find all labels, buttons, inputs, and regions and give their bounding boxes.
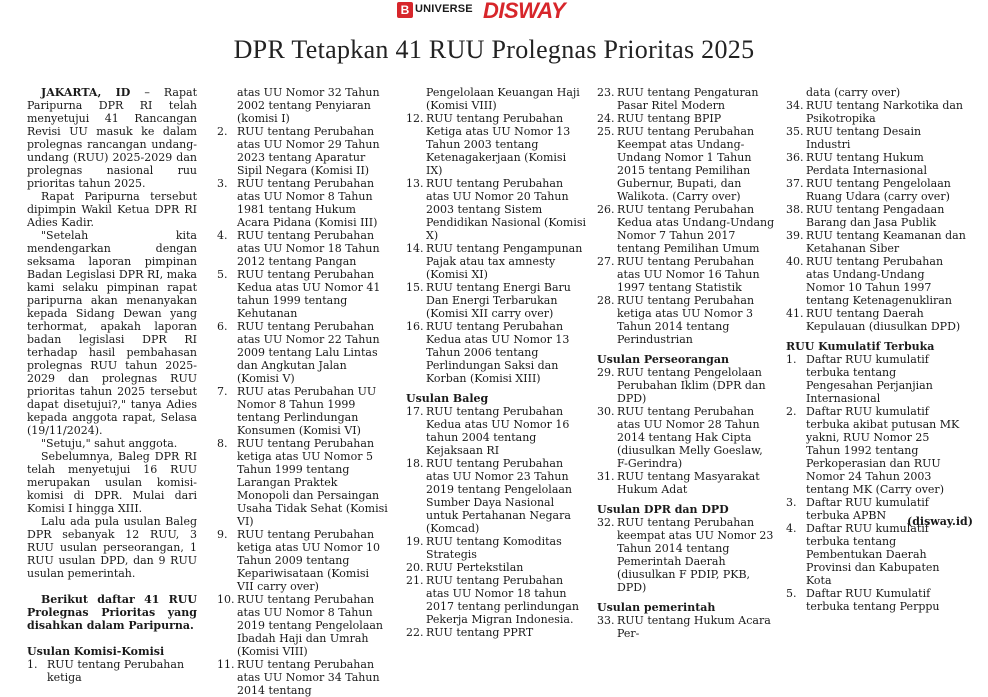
source-credit: (disway.id) bbox=[907, 515, 973, 528]
list-item bbox=[786, 177, 966, 203]
list-number: 25. bbox=[597, 125, 615, 138]
list-number: 31. bbox=[597, 470, 615, 483]
list-text: RUU tentang Perubahan ketiga atas UU Nomor 3 Tahun 2014 tentang Perindustrian bbox=[617, 294, 755, 346]
section-heading: Usulan DPR dan DPD bbox=[597, 503, 729, 516]
list-item bbox=[217, 385, 389, 437]
list-item bbox=[786, 587, 966, 613]
list-number: 8. bbox=[217, 437, 228, 450]
list-item bbox=[597, 112, 775, 125]
list-text: RUU tentang Perubahan atas UU Nomor 8 Tahun 1981 tentang Hukum Acara Pidana (Komisi III) bbox=[237, 177, 378, 229]
list-text: RUU tentang Keamanan dan Ketahanan Siber bbox=[806, 229, 966, 255]
list-item bbox=[597, 294, 775, 346]
list-text: RUU tentang Perubahan atas UU Nomor 16 Tahun 1997 tentang Statistik bbox=[617, 255, 760, 294]
list-item bbox=[406, 561, 586, 574]
list-number: 15. bbox=[406, 281, 424, 294]
section-heading: Usulan Komisi-Komisi bbox=[27, 645, 165, 658]
list-text: RUU tentang Perubahan atas UU Nomor 23 Tahun 2019 tentang Pengelolaan Sumber Daya Nasional untuk Pertahanan Negara (Komcad) bbox=[426, 457, 573, 535]
list-text: RUU tentang Perubahan atas UU Nomor 8 Tahun 2019 tentang Pengelolaan Ibadah Haji dan Umrah (Komisi VIII) bbox=[237, 593, 384, 658]
list-text: RUU tentang Narkotika dan Psikotropika bbox=[806, 99, 964, 125]
article-title: DPR Tetapkan 41 RUU Prolegnas Prioritas 2025 bbox=[233, 35, 755, 64]
list-number: 14. bbox=[406, 242, 424, 255]
list-number: 29. bbox=[597, 366, 615, 379]
list-text: RUU tentang Hukum Perdata Internasional bbox=[806, 151, 927, 177]
list-item bbox=[786, 99, 966, 125]
list-text: Daftar RUU kumulatif terbuka tentang Pengesahan Perjanjian Internasional bbox=[806, 353, 933, 405]
paragraph: Lalu ada pula usulan Baleg DPR sebanyak 12 RUU, 3 RUU usulan perseorangan, 1 RUU usulan DPD, dan 9 RUU usulan pemerintah. bbox=[27, 515, 197, 580]
list-text: Daftar RUU kumulatif terbuka akibat putusan MK yakni, RUU Nomor 25 Tahun 1992 tentang Perkoperasian dan RUU Nomor 24 Tahun 2003 tentang MK (Carry over) bbox=[806, 405, 960, 496]
list-item bbox=[597, 86, 775, 112]
list-item bbox=[786, 405, 966, 496]
section-heading: Usulan Baleg bbox=[406, 392, 489, 405]
list-item bbox=[597, 516, 775, 594]
list-item bbox=[217, 125, 389, 177]
list-item bbox=[217, 528, 389, 593]
list-item bbox=[406, 242, 586, 281]
list-number: 22. bbox=[406, 626, 424, 639]
list-number: 27. bbox=[597, 255, 615, 268]
list-item bbox=[597, 405, 775, 470]
list-number: 4. bbox=[217, 229, 228, 242]
list-item-continuation: atas UU Nomor 32 Tahun 2002 tentang Penyiaran (komisi I) bbox=[237, 86, 380, 125]
list-item bbox=[786, 125, 966, 151]
list-number: 26. bbox=[597, 203, 615, 216]
list-text: RUU tentang Energi Baru Dan Energi Terbarukan (Komisi XII carry over) bbox=[426, 281, 571, 320]
list-number: 7. bbox=[217, 385, 228, 398]
list-text: RUU tentang Perubahan Kedua atas Undang-Undang Nomor 7 Tahun 2017 tentang Pemilihan Umum bbox=[617, 203, 775, 255]
list-text: RUU tentang Perubahan Kedua atas UU Nomor 16 tahun 2004 tentang Kejaksaan RI bbox=[426, 405, 570, 457]
list-item bbox=[406, 626, 586, 639]
list-text: RUU tentang Pengampunan Pajak atau tax amnesty (Komisi XI) bbox=[426, 242, 583, 281]
list-intro: Berikut daftar 41 RUU Prolegnas Prioritas yang disahkan dalam Paripurna. bbox=[27, 593, 197, 632]
paragraph-lead: JAKARTA, ID – Rapat Paripurna DPR RI telah menyetujui 41 Rancangan Revisi UU masuk ke dalam prolegnas rancangan undang-undang (RUU) 2025-2029 dan prolegnas nasional ruu prioritas tahun 2025. bbox=[27, 86, 197, 190]
list-item bbox=[217, 593, 389, 658]
column-2 bbox=[217, 86, 389, 697]
list-item-continuation: Pengelolaan Keuangan Haji (Komisi VIII) bbox=[426, 86, 580, 112]
dateline: JAKARTA, ID bbox=[41, 86, 131, 99]
column-1 bbox=[27, 86, 197, 684]
list-item bbox=[786, 522, 966, 587]
list-text: RUU tentang BPIP bbox=[617, 112, 722, 125]
list-text: RUU tentang Daerah Kepulauan (diusulkan DPD) bbox=[806, 307, 961, 333]
b-universe-logo-text: UNIVERSE bbox=[415, 3, 473, 15]
list-number: 35. bbox=[786, 125, 804, 138]
list-item bbox=[786, 353, 966, 405]
list-number: 11. bbox=[217, 658, 235, 671]
list-number: 41. bbox=[786, 307, 804, 320]
list-text: RUU tentang Pengadaan Barang dan Jasa Publik bbox=[806, 203, 945, 229]
list-number: 1. bbox=[786, 353, 797, 366]
list-number: 30. bbox=[597, 405, 615, 418]
list-number: 34. bbox=[786, 99, 804, 112]
list-text: RUU tentang Perubahan ketiga atas UU Nomor 10 Tahun 2009 tentang Kepariwisataan (Komisi VII carry over) bbox=[237, 528, 380, 593]
list-number: 3. bbox=[217, 177, 228, 190]
list-item bbox=[786, 255, 966, 307]
list-number: 6. bbox=[217, 320, 228, 333]
paragraph: "Setuju," sahut anggota. bbox=[41, 437, 178, 450]
list-text: RUU tentang Perubahan Ketiga atas UU Nomor 13 Tahun 2003 tentang Ketenagakerjaan (Komisi IX) bbox=[426, 112, 571, 177]
list-text: RUU tentang Perubahan atas UU Nomor 18 Tahun 2012 tentang Pangan bbox=[237, 229, 380, 268]
list-number: 9. bbox=[217, 528, 228, 541]
list-text: RUU tentang Pengelolaan Perubahan Iklim (DPR dan DPD) bbox=[617, 366, 766, 405]
list-number: 38. bbox=[786, 203, 804, 216]
list-text: RUU tentang Desain Industri bbox=[806, 125, 922, 151]
list-number: 16. bbox=[406, 320, 424, 333]
list-number: 39. bbox=[786, 229, 804, 242]
list-item bbox=[217, 320, 389, 385]
list-number: 5. bbox=[786, 587, 797, 600]
list-number: 2. bbox=[217, 125, 228, 138]
list-number: 32. bbox=[597, 516, 615, 529]
list-item bbox=[406, 457, 586, 535]
list-text: RUU tentang Perubahan atas UU Nomor 34 Tahun 2014 tentang bbox=[237, 658, 380, 697]
brand-bar bbox=[0, 0, 988, 22]
list-item bbox=[597, 366, 775, 405]
list-item: 1. RUU tentang Perubahan ketiga bbox=[27, 658, 185, 684]
list-number: 24. bbox=[597, 112, 615, 125]
column-4 bbox=[597, 86, 775, 640]
list-item-continuation: data (carry over) bbox=[806, 86, 901, 99]
list-text: Daftar RUU Kumulatif terbuka tentang Perppu bbox=[806, 587, 940, 613]
list-text: RUU atas Perubahan UU Nomor 8 Tahun 1999 tentang Perlindungan Konsumen (Komisi VI) bbox=[237, 385, 377, 437]
paragraph: Rapat Paripurna tersebut dipimpin Wakil Ketua DPR RI Adies Kadir. bbox=[27, 190, 197, 229]
list-text: RUU tentang Hukum Acara Per- bbox=[617, 614, 771, 640]
list-item bbox=[406, 574, 586, 626]
list-item bbox=[406, 405, 586, 457]
list-text: RUU tentang Perubahan atas Undang-Undang Nomor 10 Tahun 1997 tentang Ketenagenukliran bbox=[806, 255, 952, 307]
list-number: 23. bbox=[597, 86, 615, 99]
list-text: RUU tentang Pengaturan Pasar Ritel Modern bbox=[617, 86, 759, 112]
paragraph: Sebelumnya, Baleg DPR RI telah menyetujui 16 RUU merupakan usulan komisi-komisi di DPR. Mulai dari Komisi I hingga XIII. bbox=[27, 450, 197, 515]
list-text: RUU tentang Perubahan Kedua atas UU Nomor 41 tahun 1999 tentang Kehutanan bbox=[237, 268, 381, 320]
list-item bbox=[597, 470, 775, 496]
list-text: RUU tentang Perubahan atas UU Nomor 28 Tahun 2014 tentang Hak Cipta (diusulkan Melly Goeslaw, F-Gerindra) bbox=[617, 405, 763, 470]
list-number: 3. bbox=[786, 496, 797, 509]
list-item bbox=[217, 437, 389, 528]
list-text: RUU tentang Perubahan atas UU Nomor 29 Tahun 2023 tentang Aparatur Sipil Negara (Komisi II) bbox=[237, 125, 380, 177]
list-text: RUU Pertekstilan bbox=[426, 561, 524, 574]
list-number: 17. bbox=[406, 405, 424, 418]
list-item bbox=[406, 281, 586, 320]
list-text: Daftar RUU kumulatif terbuka tentang Pembentukan Daerah Provinsi dan Kabupaten Kota bbox=[806, 522, 940, 587]
list-text: RUU tentang Perubahan atas UU Nomor 20 Tahun 2003 tentang Sistem Pendidikan Nasional (Komisi X) bbox=[426, 177, 586, 242]
list-number: 33. bbox=[597, 614, 615, 627]
list-item bbox=[406, 112, 586, 177]
list-item bbox=[217, 229, 389, 268]
list-number: 2. bbox=[786, 405, 797, 418]
list-text: RUU tentang Perubahan atas UU Nomor 22 Tahun 2009 tentang Lalu Lintas dan Angkutan Jalan (Komisi V) bbox=[237, 320, 380, 385]
list-item bbox=[597, 614, 775, 640]
list-number: 37. bbox=[786, 177, 804, 190]
b-universe-logo-mark: B bbox=[397, 2, 413, 18]
disway-logo: DISWAY bbox=[483, 0, 566, 23]
list-text: RUU tentang Komoditas Strategis bbox=[426, 535, 562, 561]
column-5 bbox=[786, 86, 966, 613]
list-number: 4. bbox=[786, 522, 797, 535]
list-item bbox=[406, 535, 586, 561]
list-text: RUU tentang Perubahan atas UU Nomor 18 tahun 2017 tentang perlindungan Pekerja Migran Indonesia. bbox=[426, 574, 579, 626]
list-item bbox=[217, 658, 389, 697]
list-number: 12. bbox=[406, 112, 424, 125]
list-item bbox=[597, 255, 775, 294]
list-item bbox=[406, 320, 586, 385]
list-item bbox=[786, 229, 966, 255]
list-item bbox=[786, 307, 966, 333]
paragraph: "Setelah kita mendengarkan dengan seksama laporan pimpinan Badan Legislasi DPR RI, maka kami selaku pimpinan rapat paripurna akan menanyakan kepada Sidang Dewan yang terhormat, apakah laporan badan legislasi DPR RI terhadap hasil pembahasan prolegnas RUU tahun 2025-2029 dan prolegnas RUU prioritas tahun 2025 tersebut dapat disetujui?," tanya Adies kepada anggota rapat, Selasa (19/11/2024). bbox=[27, 229, 197, 437]
list-item bbox=[217, 177, 389, 229]
list-number: 18. bbox=[406, 457, 424, 470]
list-text: RUU tentang Pengelolaan Ruang Udara (carry over) bbox=[806, 177, 951, 203]
list-text: RUU tentang Perubahan Keempat atas Undang-Undang Nomor 1 Tahun 2015 tentang Pemilihan Gubernur, Bupati, dan Walikota. (Carry over) bbox=[617, 125, 755, 203]
list-number: 5. bbox=[217, 268, 228, 281]
list-text: RUU tentang Perubahan keempat atas UU Nomor 23 Tahun 2014 tentang Pemerintah Daerah (diusulkan F PDIP, PKB, DPD) bbox=[617, 516, 774, 594]
list-item bbox=[217, 268, 389, 320]
list-number: 13. bbox=[406, 177, 424, 190]
section-heading: Usulan pemerintah bbox=[597, 601, 716, 614]
list-number: 19. bbox=[406, 535, 424, 548]
list-text: RUU tentang Perubahan ketiga atas UU Nomor 5 Tahun 1999 tentang Larangan Praktek Monopoli dan Persaingan Usaha Tidak Sehat (Komisi VI) bbox=[237, 437, 388, 528]
list-item bbox=[597, 125, 775, 203]
section-heading: Usulan Perseorangan bbox=[597, 353, 729, 366]
list-text: RUU tentang Masyarakat Hukum Adat bbox=[617, 470, 760, 496]
list-number: 10. bbox=[217, 593, 235, 606]
list-number: 20. bbox=[406, 561, 424, 574]
list-item bbox=[406, 177, 586, 242]
list-number: 36. bbox=[786, 151, 804, 164]
list-item bbox=[597, 203, 775, 255]
list-number: 40. bbox=[786, 255, 804, 268]
list-item bbox=[786, 203, 966, 229]
list-item bbox=[786, 151, 966, 177]
column-3 bbox=[406, 86, 586, 639]
list-number: 28. bbox=[597, 294, 615, 307]
list-text: RUU tentang Perubahan Kedua atas UU Nomor 13 Tahun 2006 tentang Perlindungan Saksi dan Korban (Komisi XIII) bbox=[426, 320, 570, 385]
list-text: Daftar RUU kumulatif terbuka APBN bbox=[806, 496, 929, 522]
list-number: 21. bbox=[406, 574, 424, 587]
list-text: RUU tentang PPRT bbox=[426, 626, 534, 639]
section-heading: RUU Kumulatif Terbuka bbox=[786, 340, 935, 353]
